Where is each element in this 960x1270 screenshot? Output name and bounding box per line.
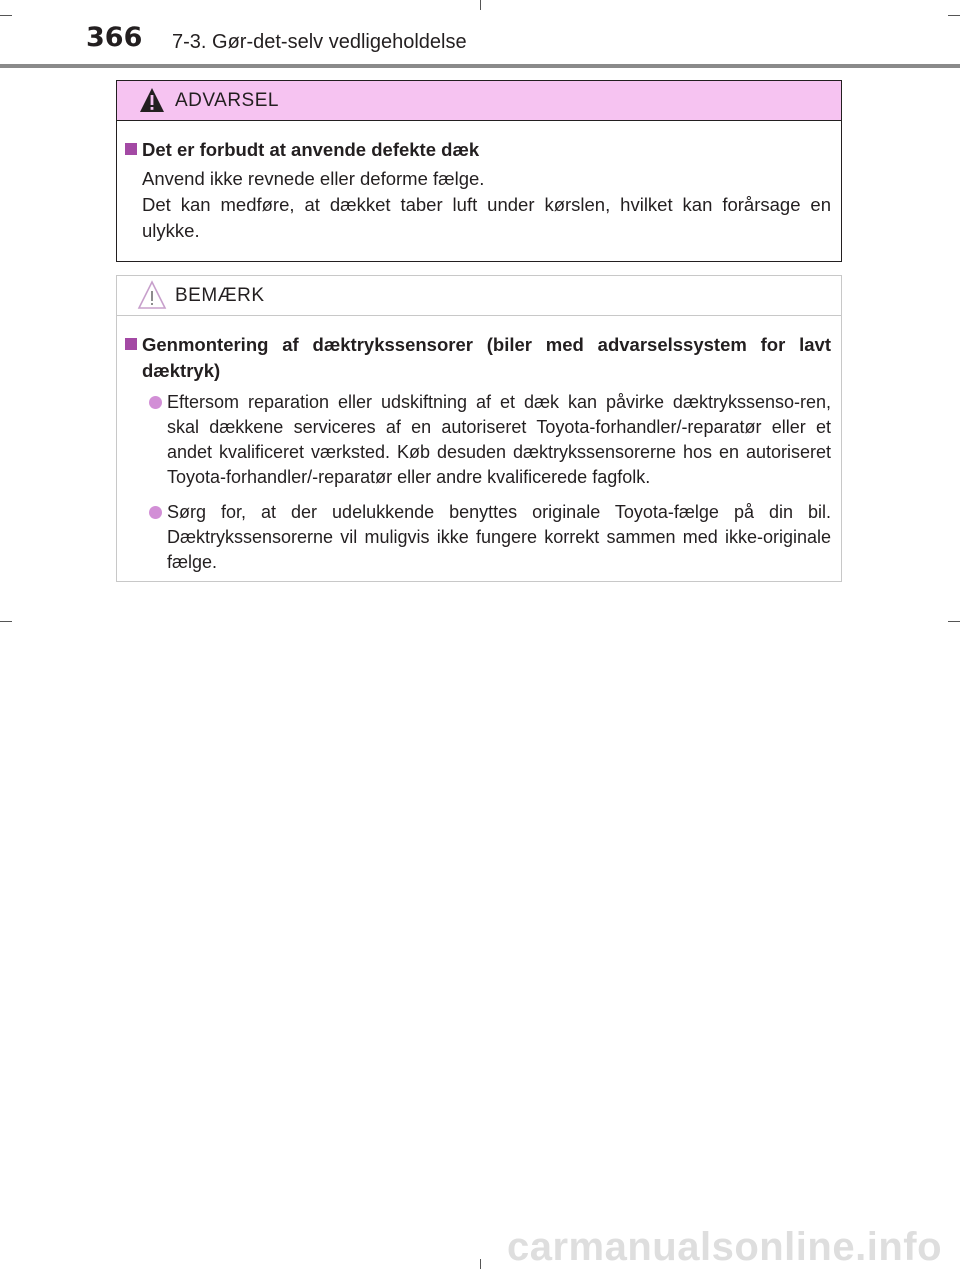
crop-mark: [0, 621, 12, 622]
crop-mark: [948, 621, 960, 622]
notice-item: [125, 332, 831, 575]
warning-item: [125, 137, 831, 244]
round-bullet-icon: [149, 396, 162, 409]
notice-box: [116, 275, 842, 582]
header-rule: [0, 64, 960, 68]
page-header: [0, 0, 960, 70]
notice-box-header: [117, 276, 841, 316]
section-title: 7-3. Gør-det-selv vedligeholdelse: [172, 31, 467, 53]
warning-item-title: Det er forbudt at anvende defekte dæk: [125, 137, 831, 163]
caution-outline-triangle-icon: [137, 280, 167, 310]
notice-title: BEMÆRK: [175, 285, 265, 306]
crop-mark: [480, 1259, 481, 1269]
notice-bullet: Eftersom reparation eller udskiftning af et dæk kan påvirke dæktrykssenso-ren, skal dækkene serviceres af en autoriseret Toyota-forhandler/-reparatør eller et andet kvalificeret værksted. Køb desuden dæktrykssensorerne hos en autoriseret Toyota-forhandler/-reparatør eller andre kvalificerede fagfolk.: [125, 390, 831, 490]
square-bullet-icon: [125, 143, 137, 155]
watermark: carmanualsonline.info: [506, 1225, 942, 1269]
round-bullet-icon: [149, 506, 162, 519]
warning-box: [116, 80, 842, 262]
page-number: 366: [86, 22, 143, 53]
warning-title: ADVARSEL: [175, 90, 279, 111]
warning-box-header: [117, 81, 841, 121]
warning-text-line: Anvend ikke revnede eller deforme fælge.: [142, 168, 485, 189]
warning-triangle-icon: [139, 87, 165, 113]
square-bullet-icon: [125, 338, 137, 350]
notice-bullet: Sørg for, at der udelukkende benyttes originale Toyota-fælge på din bil. Dæktrykssensorerne vil muligvis ikke fungere korrekt sammen med ikke-originale fælge.: [125, 500, 831, 575]
warning-text-line: Det kan medføre, at dækket taber luft under kørslen, hvilket kan forårsage en ulykke.: [142, 194, 831, 241]
notice-item-title: Genmontering af dæktrykssensorer (biler med advarselssystem for lavt dæktryk): [125, 332, 831, 384]
